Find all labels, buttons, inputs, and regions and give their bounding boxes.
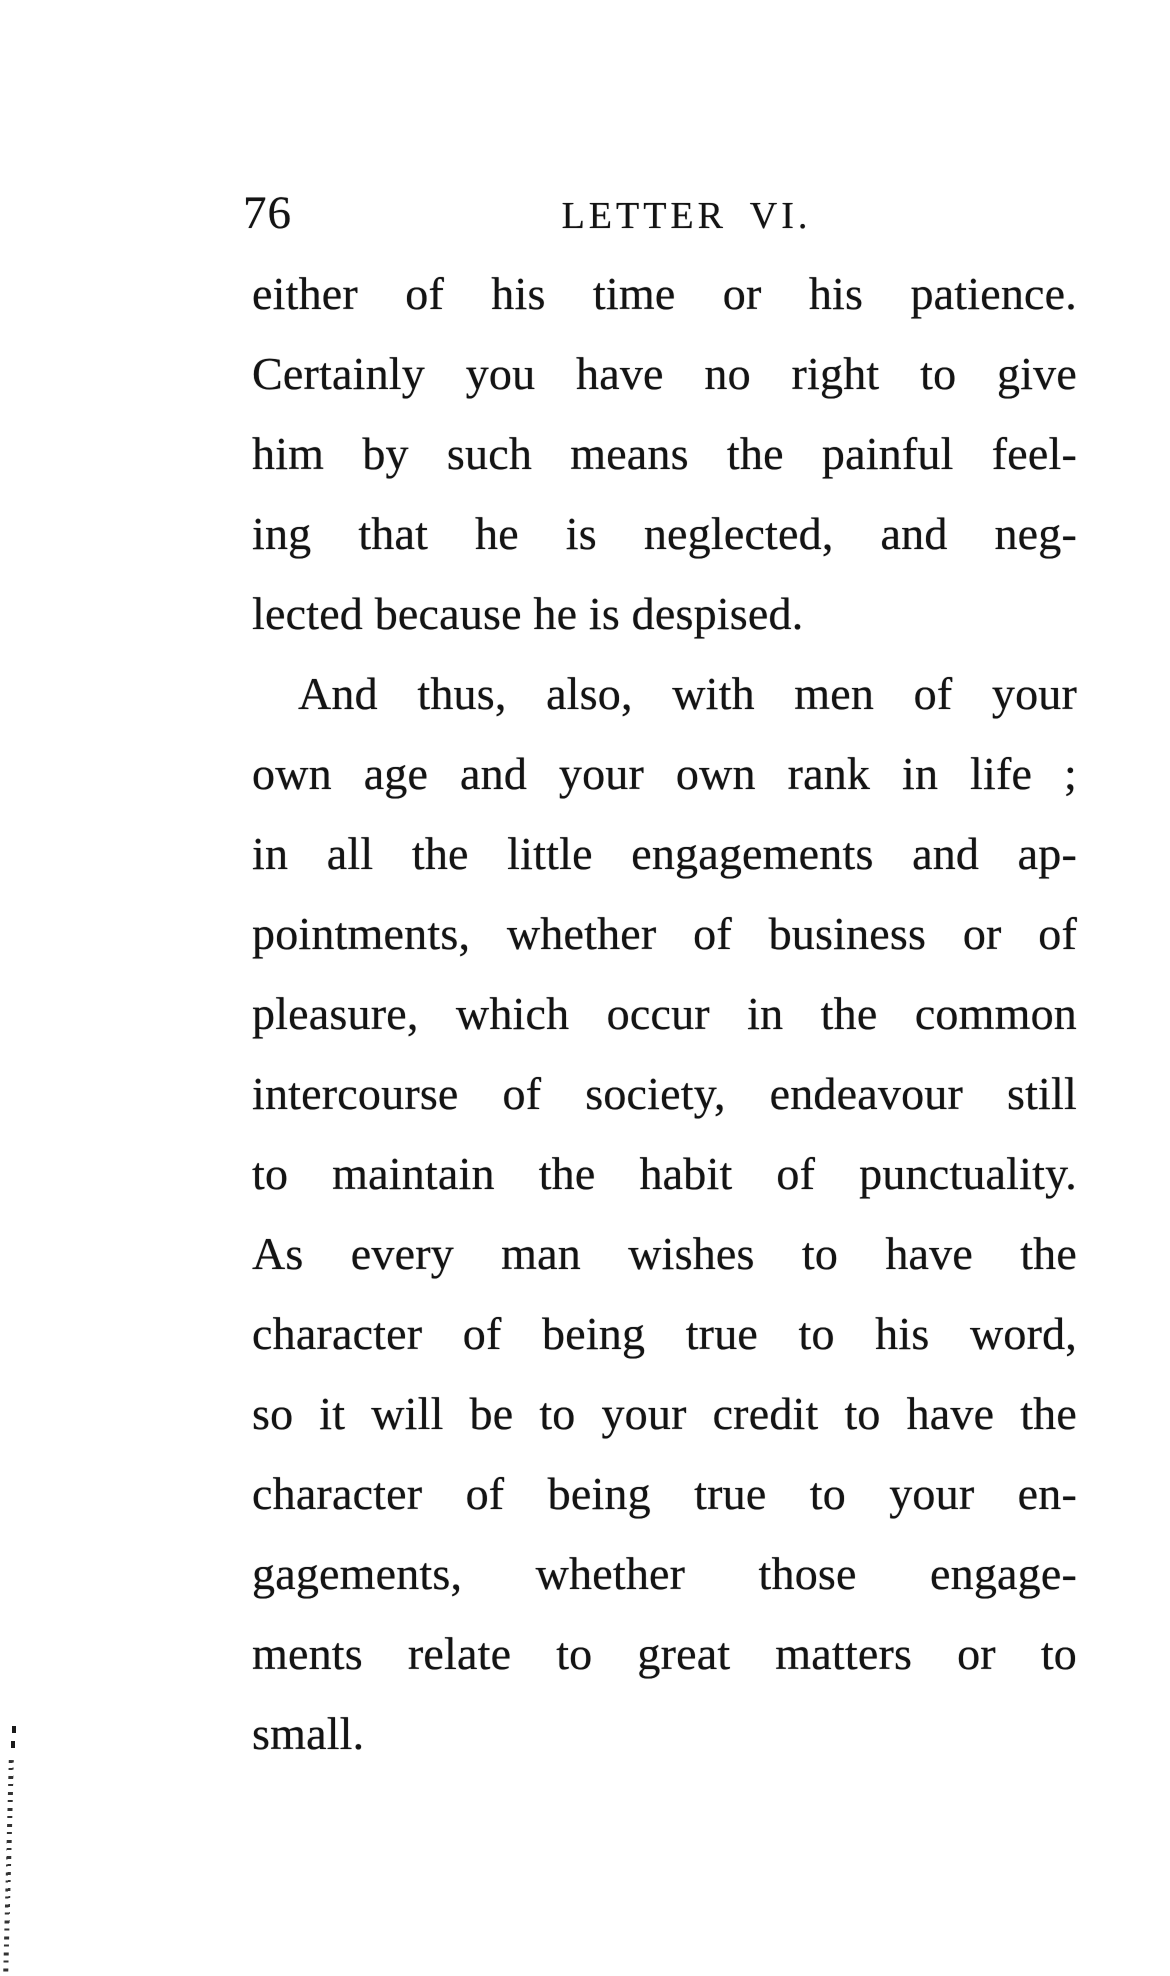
text-line: character of being true to his word, xyxy=(252,1308,1077,1359)
body-text-block xyxy=(252,254,1077,1774)
scan-noise-artifact xyxy=(0,1722,22,1976)
text-line: so it will be to your credit to have the xyxy=(252,1388,1077,1439)
text-line-paragraph-end: lected because he is despised. xyxy=(252,588,804,639)
text-line: intercourse of society, endeavour still xyxy=(252,1068,1077,1119)
text-line: in all the little engagements and ap- xyxy=(252,828,1077,879)
text-line: character of being true to your en- xyxy=(252,1468,1077,1519)
running-header xyxy=(243,187,1077,242)
text-line: to maintain the habit of punctuality. xyxy=(252,1148,1077,1199)
text-line: pleasure, which occur in the common xyxy=(252,988,1077,1039)
text-line: him by such means the painful feel- xyxy=(252,428,1077,479)
scan-noise-dot xyxy=(12,1726,16,1733)
text-line: As every man wishes to have the xyxy=(252,1228,1077,1279)
scan-noise-scribble xyxy=(3,1760,14,1974)
text-line: own age and your own rank in life ; xyxy=(252,748,1077,799)
text-line: ing that he is neglected, and neg- xyxy=(252,508,1077,559)
text-line-paragraph-end: small. xyxy=(252,1708,365,1759)
text-line: gagements, whether those engage- xyxy=(252,1548,1077,1599)
page-number: 76 xyxy=(243,187,292,239)
text-line-paragraph-start: And thus, also, with men of your xyxy=(298,668,1077,719)
scan-noise-dot xyxy=(11,1741,15,1748)
text-line: Certainly you have no right to give xyxy=(252,348,1077,399)
text-line: either of his time or his patience. xyxy=(252,268,1077,319)
text-line: pointments, whether of business or of xyxy=(252,908,1077,959)
running-header-title: LETTER VI. xyxy=(561,195,812,237)
text-line: ments relate to great matters or to xyxy=(252,1628,1077,1679)
